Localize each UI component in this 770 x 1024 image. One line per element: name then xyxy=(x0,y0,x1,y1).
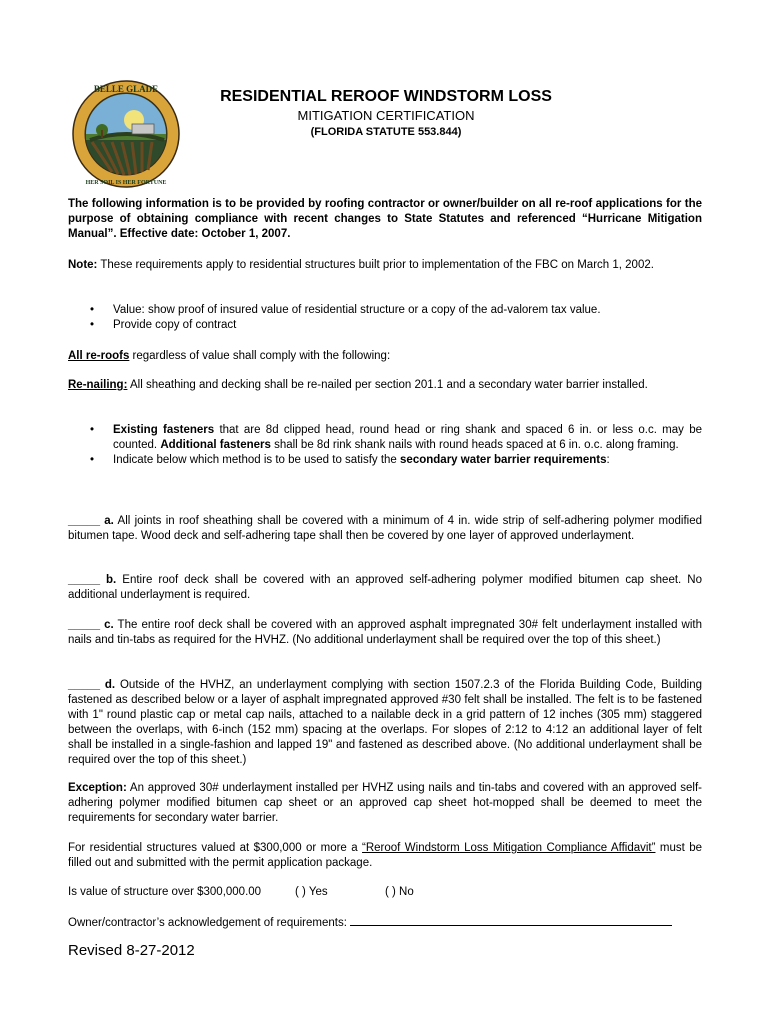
value-question-row xyxy=(68,885,702,900)
seal-bottom-text: HER SOIL IS HER FORTUNE xyxy=(85,180,167,186)
page-title: RESIDENTIAL REROOF WINDSTORM LOSS xyxy=(220,88,552,105)
option-d-blank[interactable]: _____ xyxy=(68,679,100,691)
list-item xyxy=(68,423,702,453)
existing-fasteners-label: Existing fasteners xyxy=(113,424,215,436)
indicate-bold: secondary water barrier requirements xyxy=(400,454,607,466)
option-d-text: Outside of the HVHZ, an underlayment complying with section 1507.2.3 of the Florida Building Code, Building fastened as described below or a layer of asphalt impregnated approved #30 felt shall be installed. The felt is to be fastened with 1" round plastic cap or metal cap nails, attached to a nailable deck in a grid pattern of 12 inches (305 mm) staggered between the overlaps, with 6-inch (152 mm) spacing at the overlaps. For slopes of 2:12 to 4:12 an additional layer of felt shall be installed in a single-fashion and lapped 19" and fastened as described above. (No additional underlayment shall be required over the top of this sheet.) xyxy=(68,679,702,766)
indicate-text: Indicate below which method is to be used to satisfy the xyxy=(113,454,401,466)
no-checkbox[interactable]: ( ) No xyxy=(385,886,414,898)
option-a-blank[interactable]: _____ xyxy=(68,515,100,527)
list-item: • Provide copy of contract xyxy=(68,318,702,333)
revision-date: Revised 8-27-2012 xyxy=(68,942,195,959)
yes-checkbox[interactable]: ( ) Yes xyxy=(295,886,328,898)
option-b xyxy=(68,573,702,603)
option-b-label: b. xyxy=(99,574,117,586)
option-a-label: a. xyxy=(99,515,114,527)
note-label: Note: xyxy=(68,259,98,271)
page-subtitle: MITIGATION CERTIFICATION xyxy=(297,108,475,123)
all-reroofs-paragraph xyxy=(68,349,702,364)
additional-fasteners-label: Additional fasteners xyxy=(160,439,271,451)
option-b-blank[interactable]: _____ xyxy=(68,574,100,586)
requirements-list xyxy=(68,303,702,333)
all-reroofs-text: regardless of value shall comply with the following: xyxy=(129,350,391,362)
city-seal-logo xyxy=(72,80,180,188)
option-a xyxy=(68,514,702,544)
additional-fasteners-text: shall be 8d rink shank nails with round heads spaced at 6 in. o.c. along framing. xyxy=(270,439,679,451)
seal-top-text: BELLE GLADE xyxy=(93,84,159,94)
indicate-end: : xyxy=(606,454,610,466)
intro-paragraph: The following information is to be provided by roofing contractor or owner/builder on all re-roof applications for the purpose of obtaining compliance with recent changes to State Statutes and referenced “Hurricane Mitigation Manual”. Effective date: October 1, 2007. xyxy=(68,198,702,240)
affidavit-paragraph xyxy=(68,841,702,871)
existing-fasteners-text: that are 8d clipped head, round head or ring shank and spaced 6 in. or less o.c. may be counted. xyxy=(113,424,702,451)
acknowledgement-label: Owner/contractor’s acknowledgement of requirements: xyxy=(68,917,347,929)
acknowledgement-row xyxy=(68,914,702,931)
note-paragraph xyxy=(68,258,702,273)
option-b-text: Entire roof deck shall be covered with an approved self-adhering polymer modified bitumen cap sheet. No additional underlayment is required. xyxy=(68,574,702,601)
exception-text: An approved 30# underlayment installed per HVHZ using nails and tin-tabs and covered with an approved self-adhering polymer modified bitumen cap sheet or an approved cap sheet hot-mopped shall be deemed to meet the requirements for secondary water barrier. xyxy=(68,782,702,824)
affidavit-link[interactable]: “Reroof Windstorm Loss Mitigation Compliance Affidavit” xyxy=(362,842,656,854)
exception-label: Exception: xyxy=(68,782,127,794)
affidavit-post: must be filled out and submitted with the permit application package. xyxy=(68,842,702,869)
renailing-text: All sheathing and decking shall be re-nailed per section 201.1 and a secondary water barrier installed. xyxy=(127,379,648,391)
exception-paragraph xyxy=(68,781,702,826)
note-text: These requirements apply to residential structures built prior to implementation of the FBC on March 1, 2002. xyxy=(97,259,654,271)
option-c xyxy=(68,618,702,648)
acknowledgement-signature-line[interactable] xyxy=(350,914,672,926)
list-item: • Value: show proof of insured value of residential structure or a copy of the ad-valorem tax value. xyxy=(68,303,702,318)
all-reroofs-label: All re-roofs xyxy=(68,350,130,362)
option-c-label: c. xyxy=(99,619,114,631)
fastener-list xyxy=(68,423,702,468)
value-question: Is value of structure over $300,000.00 xyxy=(68,886,262,898)
list-item xyxy=(68,453,702,468)
option-d-label: d. xyxy=(99,679,116,691)
statute-reference: (FLORIDA STATUTE 553.844) xyxy=(310,126,462,138)
renailing-paragraph xyxy=(68,378,702,393)
option-a-text: All joints in roof sheathing shall be covered with a minimum of 4 in. wide strip of self-adhering polymer modified bitumen tape. Wood deck and self-adhering tape shall then be covered by one layer of approved underlayment. xyxy=(68,515,702,542)
renailing-label: Re-nailing: xyxy=(68,379,128,391)
option-c-blank[interactable]: _____ xyxy=(68,619,100,631)
option-d xyxy=(68,678,702,768)
affidavit-pre: For residential structures valued at $300,000 or more a xyxy=(68,842,363,854)
option-c-text: The entire roof deck shall be covered with an approved asphalt impregnated 30# felt underlayment installed with nails and tin-tabs as required for the HVHZ. (No additional underlayment shall be required over the top of this sheet.) xyxy=(68,619,702,646)
